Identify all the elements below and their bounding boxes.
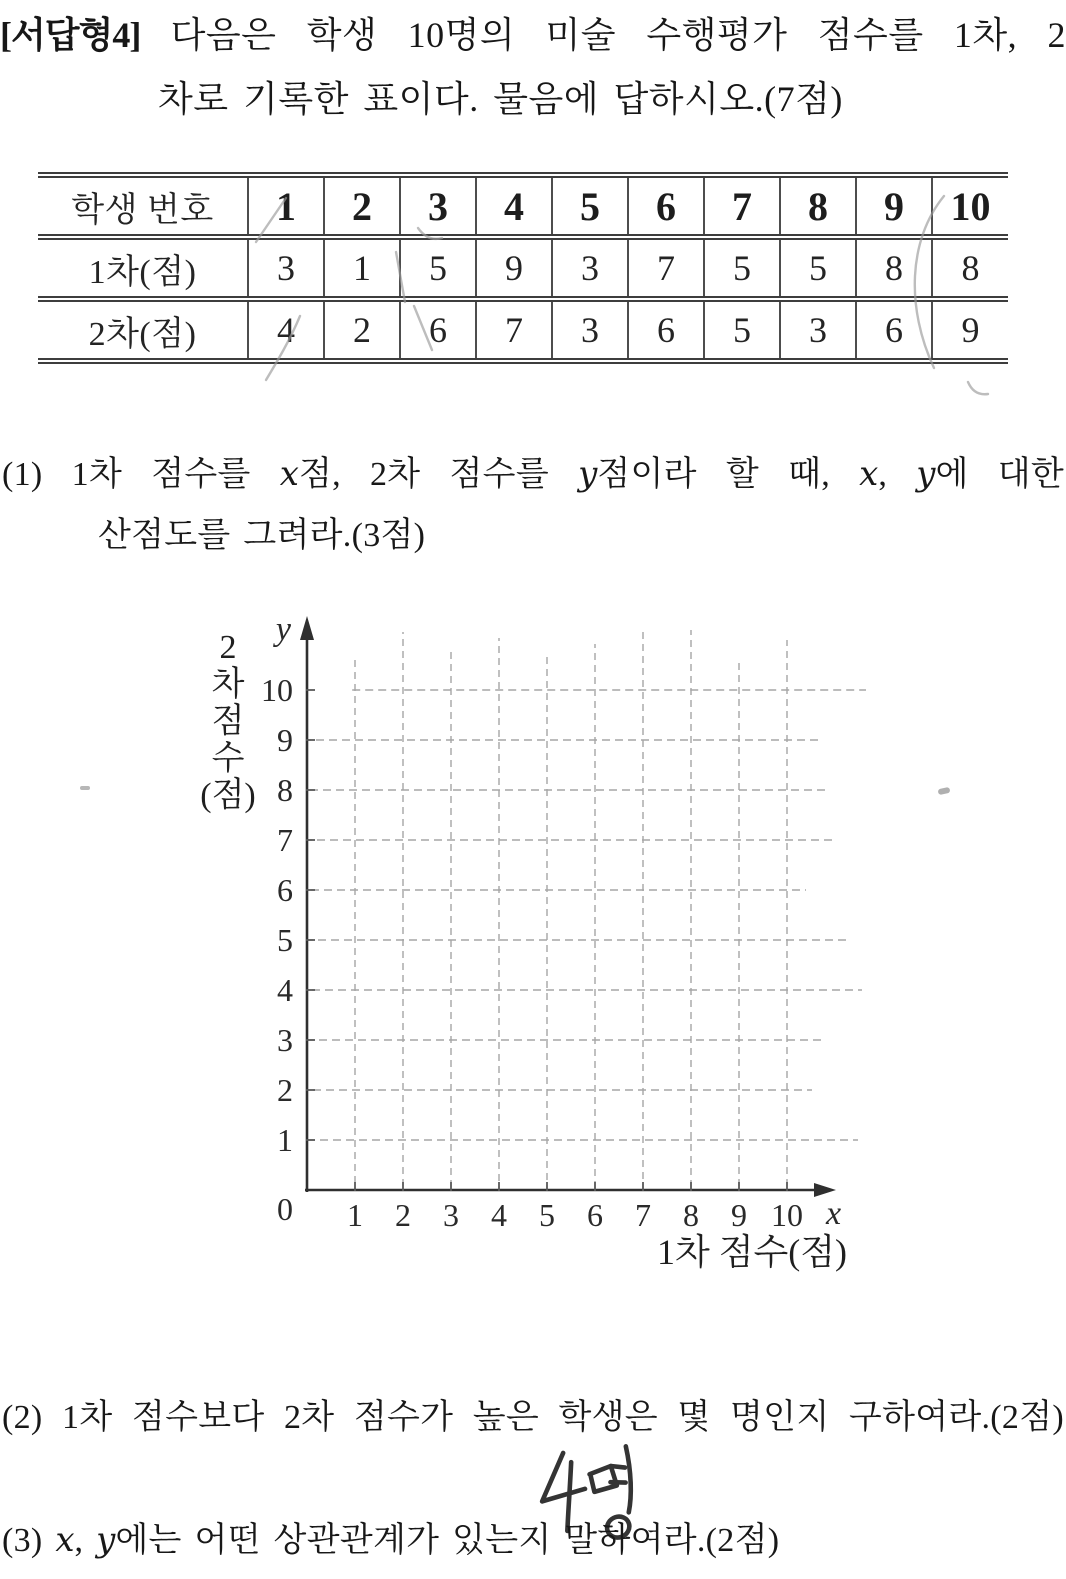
x-tick-label: 3 — [443, 1197, 459, 1233]
x-axis-letter: x — [826, 1195, 842, 1232]
score-cell: 3 — [248, 237, 324, 299]
student-number-cell: 5 — [552, 175, 628, 237]
row-label-cell: 2차(점) — [88, 315, 197, 353]
x-tick-label: 10 — [771, 1197, 803, 1233]
question-1-number: (1) — [2, 456, 43, 493]
y-tick-label: 4 — [277, 972, 293, 1008]
student-number-cell: 4 — [476, 175, 552, 237]
question-3-text: 에는 어떤 상관관계가 있는지 말하여라.(2점) — [115, 1522, 780, 1559]
problem-statement-text1: 다음은 학생 10명의 미술 수행평가 점수를 1차, 2 — [170, 15, 1066, 55]
pen-mark — [396, 252, 405, 302]
y-axis-title-char: 점 — [211, 703, 245, 740]
y-tick-label: 10 — [261, 672, 293, 708]
x-tick-label: 8 — [683, 1197, 699, 1233]
question-1-text: 1차 점수를 — [71, 456, 280, 493]
scan-speck — [938, 787, 951, 795]
x-tick-label: 5 — [539, 1197, 555, 1233]
pen-mark — [915, 196, 944, 368]
handwritten-stroke — [622, 1446, 634, 1512]
pen-mark — [968, 382, 988, 394]
x-axis-title: 1차 점수(점) — [656, 1232, 848, 1272]
y-axis-title — [200, 629, 256, 814]
table-header-label-cell: 학생 번호 — [71, 191, 214, 229]
math-var-y: y — [578, 454, 598, 494]
y-tick-label: 3 — [277, 1022, 293, 1058]
x-tick-label: 6 — [587, 1197, 603, 1233]
question-1-text: 점, 2차 점수를 — [298, 456, 579, 493]
score-cell: 3 — [552, 299, 628, 361]
problem-statement-line1 — [0, 12, 1066, 58]
question-2-text: 1차 점수보다 2차 점수가 높은 학생은 몇 명인지 구하여라.(2점) — [62, 1399, 1064, 1436]
y-axis-title-char: 수 — [211, 740, 245, 777]
score-cell: 5 — [704, 299, 780, 361]
score-cell: 5 — [704, 237, 780, 299]
score-cell: 4 — [248, 299, 324, 361]
question-3-number: (3) — [2, 1522, 43, 1559]
x-tick-label: 9 — [731, 1197, 747, 1233]
student-number-cell: 2 — [324, 175, 400, 237]
pen-marks — [28, 168, 1018, 408]
score-cell: 3 — [780, 299, 856, 361]
scatter-chart — [170, 598, 900, 1310]
student-number-cell: 10 — [932, 175, 1008, 237]
score-cell: 7 — [476, 299, 552, 361]
problem-statement-line2: 차로 기록한 표이다. 물음에 답하시오.(7점) — [158, 79, 843, 119]
pen-mark — [414, 306, 432, 350]
math-var-x: x — [279, 454, 299, 494]
y-tick-label: 9 — [277, 722, 293, 758]
handwritten-stroke — [589, 1466, 617, 1493]
y-axis-title-char: 2 — [219, 629, 237, 666]
handwritten-stroke — [537, 1451, 586, 1501]
math-var-x: x — [859, 454, 879, 494]
question-1-text: 에 대한 — [935, 456, 1064, 493]
question-1-line1 — [2, 452, 1064, 497]
student-number-cell: 7 — [704, 175, 780, 237]
question-1-text: 점이라 할 때, — [597, 456, 860, 493]
question-3-text: , — [74, 1522, 97, 1559]
score-cell: 2 — [324, 299, 400, 361]
score-cell: 1 — [324, 237, 400, 299]
row-label-cell: 1차(점) — [88, 253, 197, 291]
y-tick-label: 8 — [277, 772, 293, 808]
x-tick-label: 1 — [347, 1197, 363, 1233]
student-number-cell: 8 — [780, 175, 856, 237]
score-cell: 5 — [780, 237, 856, 299]
pen-mark — [256, 198, 286, 242]
y-axis-arrow-icon — [300, 616, 314, 640]
question-3-line — [2, 1518, 779, 1563]
problem-id-label: [서답형4] — [0, 15, 141, 55]
y-tick-label: 5 — [277, 922, 293, 958]
y-axis-letter: y — [275, 611, 291, 648]
handwritten-answer-text: 4명 — [533, 1438, 535, 1439]
question-2-line — [2, 1396, 1064, 1440]
score-cell: 7 — [628, 237, 704, 299]
question-2-number: (2) — [2, 1399, 43, 1436]
score-cell: 6 — [628, 299, 704, 361]
y-axis-title-char: (점) — [200, 777, 256, 814]
score-cell: 8 — [932, 237, 1008, 299]
student-number-cell: 6 — [628, 175, 704, 237]
y-tick-label: 2 — [277, 1072, 293, 1108]
score-cell: 5 — [400, 237, 476, 299]
x-tick-label: 4 — [491, 1197, 507, 1233]
question-1-text: , — [878, 456, 917, 493]
y-tick-label: 1 — [277, 1122, 293, 1158]
pen-mark — [266, 316, 300, 380]
scatter-grid-svg — [170, 598, 900, 1310]
score-cell: 9 — [932, 299, 1008, 361]
question-1-line2: 산점도를 그려라.(3점) — [98, 517, 426, 554]
x-tick-label: 2 — [395, 1197, 411, 1233]
x-tick-label: 7 — [635, 1197, 651, 1233]
grid-lines — [307, 628, 866, 1190]
score-cell: 6 — [400, 299, 476, 361]
score-cell: 3 — [552, 237, 628, 299]
scan-speck — [80, 786, 90, 790]
score-cell: 8 — [856, 237, 932, 299]
y-tick-label: 7 — [277, 822, 293, 858]
axis-labels — [261, 611, 847, 1272]
score-cell: 6 — [856, 299, 932, 361]
math-var-y: y — [96, 1520, 116, 1560]
y-axis-title-char: 차 — [211, 666, 245, 703]
student-number-cell: 9 — [856, 175, 932, 237]
axes — [300, 616, 836, 1197]
student-number-cell: 1 — [248, 175, 324, 237]
math-var-y: y — [916, 454, 936, 494]
student-number-cell: 3 — [400, 175, 476, 237]
origin-label: 0 — [277, 1191, 293, 1227]
math-var-x: x — [55, 1520, 75, 1560]
y-tick-label: 6 — [277, 872, 293, 908]
score-cell: 9 — [476, 237, 552, 299]
pen-mark — [418, 228, 442, 239]
